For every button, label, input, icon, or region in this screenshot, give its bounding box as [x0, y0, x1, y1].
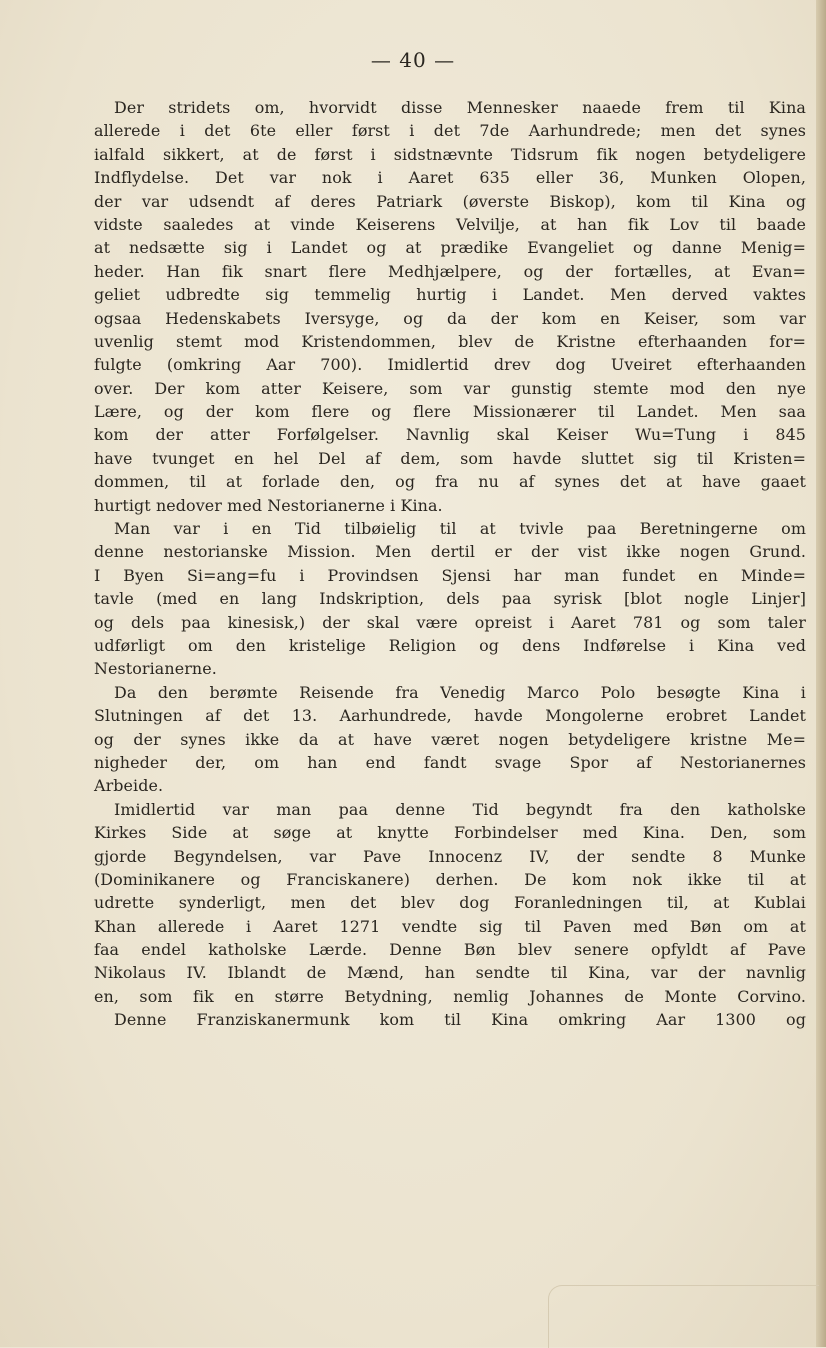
- text-line: og dels paa kinesisk,) der skal være opreist i Aaret 781 og som taler: [94, 612, 806, 632]
- body-text: [94, 96, 806, 1032]
- text-line: Lære, og der kom flere og flere Missionærer til Landet. Men saa: [94, 402, 806, 422]
- text-line: over. Der kom atter Keisere, som var gunstig stemte mod den nye: [94, 378, 806, 398]
- text-line: der var udsendt af deres Patriark (øverste Biskop), kom til Kina og: [94, 191, 806, 211]
- text-line: gjorde Begyndelsen, var Pave Innocenz IV, der sendte 8 Munke: [94, 846, 806, 866]
- text-line: Slutningen af det 13. Aarhundrede, havde Mongolerne erobret Landet: [94, 706, 806, 726]
- text-line: fulgte (omkring Aar 700). Imidlertid drev dog Uveiret efterhaanden: [94, 355, 806, 375]
- text-line: tavle (med en lang Indskription, dels paa syrisk [blot nogle Linjer]: [94, 589, 806, 609]
- text-line: ialfald sikkert, at de først i sidstnævnte Tidsrum fik nogen betydeligere: [94, 144, 806, 164]
- text-line: dommen, til at forlade den, og fra nu af synes det at have gaaet: [94, 472, 806, 492]
- text-line: (Dominikanere og Franciskanere) derhen. De kom nok ikke til at: [94, 869, 806, 889]
- text-line: udførligt om den kristelige Religion og dens Indførelse i Kina ved: [94, 635, 806, 655]
- text-line: og der synes ikke da at have været nogen betydeligere kristne Me=: [94, 729, 806, 749]
- text-line: nigheder der, om han end fandt svage Spor af Nestorianernes: [94, 752, 806, 772]
- text-line: Khan allerede i Aaret 1271 vendte sig til Paven med Bøn om at: [94, 916, 806, 936]
- text-line: Indflydelse. Det var nok i Aaret 635 eller 36, Munken Olopen,: [94, 168, 806, 188]
- text-line: uvenlig stemt mod Kristendommen, blev de Kristne efterhaanden for=: [94, 331, 806, 351]
- text-line: faa endel katholske Lærde. Denne Bøn blev senere opfyldt af Pave: [94, 940, 806, 960]
- text-line: denne nestorianske Mission. Men dertil er der vist ikke nogen Grund.: [94, 542, 806, 562]
- text-line: Denne Franziskanermunk kom til Kina omkring Aar 1300 og: [114, 1010, 806, 1030]
- text-line: Kirkes Side at søge at knytte Forbindelser med Kina. Den, som: [94, 823, 806, 843]
- text-line: I Byen Si=ang=fu i Provindsen Sjensi har man fundet en Minde=: [94, 565, 806, 585]
- text-line: Der stridets om, hvorvidt disse Mennesker naaede frem til Kina: [114, 98, 806, 117]
- text-line: Da den berømte Reisende fra Venedig Marco Polo besøgte Kina i: [114, 682, 806, 702]
- text-line: kom der atter Forfølgelser. Navnlig skal Keiser Wu=Tung i 845: [94, 425, 806, 445]
- text-line: at nedsætte sig i Landet og at prædike Evangeliet og danne Menig=: [94, 238, 806, 258]
- text-line: have tvunget en hel Del af dem, som havde sluttet sig til Kristen=: [94, 448, 806, 468]
- page-corner-fold: [548, 1285, 819, 1348]
- page-number: — 40 —: [370, 48, 456, 72]
- text-line: Man var i en Tid tilbøielig til at tvivle paa Beretningerne om: [114, 519, 806, 539]
- text-line: Nikolaus IV. Iblandt de Mænd, han sendte til Kina, var der navnlig: [94, 963, 806, 983]
- text-line: heder. Han fik snart flere Medhjælpere, og der fortælles, at Evan=: [94, 261, 806, 281]
- text-line: Imidlertid var man paa denne Tid begyndt fra den katholske: [114, 799, 806, 819]
- text-line: geliet udbredte sig temmelig hurtig i Landet. Men derved vaktes: [94, 285, 806, 305]
- text-line: udrette synderligt, men det blev dog Foranledningen til, at Kublai: [94, 893, 806, 913]
- text-line: allerede i det 6te eller først i det 7de Aarhundrede; men det synes: [94, 121, 806, 141]
- text-line: hurtigt nedover med Nestorianerne i Kina.: [94, 495, 443, 515]
- text-line: vidste saaledes at vinde Keiserens Velvilje, at han fik Lov til baade: [94, 214, 806, 234]
- text-line: ogsaa Hedenskabets Iversyge, og da der kom en Keiser, som var: [94, 308, 806, 328]
- text-line: Arbeide.: [94, 776, 164, 796]
- text-line: Nestorianerne.: [94, 659, 217, 679]
- text-line: en, som fik en større Betydning, nemlig Johannes de Monte Corvino.: [94, 986, 806, 1006]
- page-edge-shadow: [816, 0, 826, 1347]
